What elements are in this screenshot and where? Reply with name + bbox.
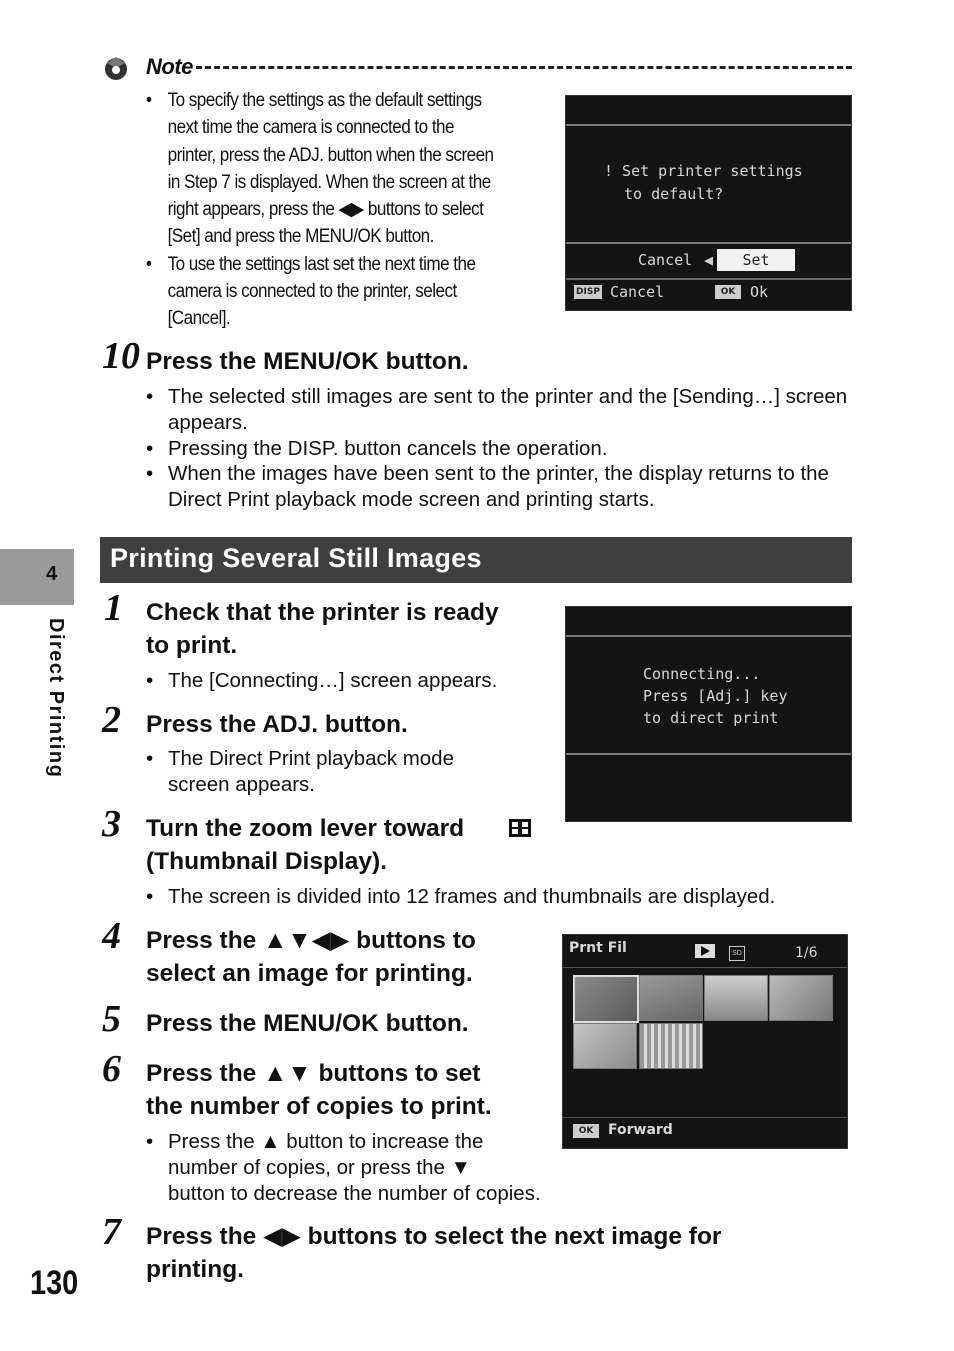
list-item (146, 884, 775, 910)
screen-divider (566, 753, 851, 755)
title-text: buttons to select the next image for (307, 1223, 722, 1250)
list-item (146, 668, 497, 694)
screen-divider (563, 967, 847, 968)
chapter-label: Direct Printing (45, 618, 67, 779)
list-item (146, 384, 856, 436)
screen-divider (563, 1117, 847, 1118)
bullet-text: The [Connecting…] screen appears. (168, 669, 498, 692)
note-line: camera is connected to the printer, select (167, 281, 457, 303)
note-line: next time the camera is connected to the (167, 117, 454, 139)
screen-divider (566, 124, 851, 126)
step-title-line2: the number of copies to print. (146, 1093, 492, 1120)
screen-text-line2: Press [Adj.] key (643, 687, 788, 705)
bullet-text: number of copies, or press the ▼ (168, 1155, 471, 1179)
step-number: 1 (104, 587, 123, 629)
bullet-mark: • (146, 885, 154, 908)
camera-screen-thumbnails (562, 934, 848, 1149)
screen-text-line2: to default? (624, 185, 724, 203)
step-title-line2: printing. (146, 1256, 244, 1283)
step-title-line2: to print. (146, 632, 238, 659)
screen-divider (566, 242, 851, 244)
screen-disp-label: Cancel (610, 283, 665, 301)
left-arrow-icon: ◀ (704, 251, 714, 269)
note-bullet-2 (146, 251, 542, 333)
step10-bullets (146, 384, 856, 513)
playback-icon (695, 944, 715, 958)
list-item (146, 436, 856, 462)
step-title: Press the MENU/OK button. (146, 1010, 469, 1037)
step-title: Press the ADJ. button. (146, 711, 408, 738)
note-line: To specify the settings as the default settings (167, 90, 482, 111)
bullet-text: When the images have been sent to the printer, the display returns to the Direct Print playback mode screen and printing starts. (168, 462, 829, 512)
bullet-text: The selected still images are sent to the printer and the [Sending…] screen appears. (168, 385, 848, 434)
thumbnail (769, 975, 833, 1021)
chapter-number: 4 (46, 563, 58, 585)
bullet-mark: • (146, 90, 152, 111)
step-title-line1: Turn the zoom lever toward (146, 815, 465, 842)
bullet-mark: • (146, 1130, 154, 1153)
thumbnail (639, 975, 703, 1021)
note-bullet-1 (146, 87, 542, 251)
step-title-line1 (146, 1057, 480, 1090)
screen-title: Prnt Fil (569, 940, 627, 956)
title-text: buttons to (356, 927, 476, 954)
step-title-line1: Check that the printer is ready (146, 599, 499, 626)
arrow-buttons-icon: ▲▼◀▶ (263, 927, 350, 954)
screen-text-line1: ! Set printer settings (604, 162, 803, 180)
bullet-mark: • (146, 253, 152, 275)
step-title: Press the MENU/OK button. (146, 348, 469, 375)
screen-text-line1: Connecting... (643, 665, 761, 683)
page-number: 130 (30, 1264, 79, 1302)
screen-divider (566, 635, 851, 637)
ok-button-icon: OK (715, 285, 741, 299)
step-number: 5 (102, 998, 121, 1040)
note-line: printer, press the ADJ. button when the screen (167, 144, 494, 166)
list-item (146, 746, 454, 798)
chapter-tab (0, 549, 74, 605)
note-line: right appears, press the ◀▶ buttons to select (167, 199, 484, 221)
title-text: Press the (146, 1060, 257, 1087)
note-icon (102, 54, 130, 82)
sd-card-icon: SD (729, 946, 745, 961)
note-line: [Cancel]. (167, 308, 231, 330)
list-item (146, 1129, 541, 1206)
bullet-text: button to decrease the number of copies. (168, 1181, 541, 1205)
bullet-text: The Direct Print playback mode (168, 747, 454, 770)
title-text: buttons to set (318, 1060, 481, 1087)
step-title-line2: select an image for printing. (146, 960, 473, 987)
arrow-buttons-icon: ▲▼ (263, 1060, 312, 1087)
screen-ok-label: Ok (750, 283, 769, 301)
bullet-text: Press the ▲ button to increase the (168, 1130, 484, 1153)
bullet-mark: • (146, 385, 154, 408)
disp-button-icon: DISP (574, 285, 602, 299)
camera-screen-connecting (565, 606, 852, 822)
title-text: Press the (146, 1223, 257, 1250)
screen-cancel-option: Cancel (638, 251, 693, 269)
step-number: 10 (102, 335, 140, 377)
title-text: Press the (146, 927, 257, 954)
bullet-text: screen appears. (168, 772, 316, 796)
note-bullets (146, 87, 542, 333)
step-title-line2: (Thumbnail Display). (146, 848, 387, 875)
screen-set-option: Set (717, 249, 795, 271)
bullet-mark: • (146, 669, 154, 692)
thumbnail-selected (573, 975, 639, 1023)
step-number: 7 (102, 1211, 121, 1253)
step-number: 6 (102, 1048, 121, 1090)
note-line: [Set] and press the MENU/OK button. (167, 226, 434, 248)
note-title: Note (146, 54, 193, 79)
list-item (146, 461, 856, 513)
thumbnail (639, 1023, 703, 1069)
image-counter: 1/6 (795, 945, 818, 961)
bullet-mark: • (146, 436, 154, 460)
note-divider (196, 66, 852, 69)
screen-divider (566, 278, 851, 280)
bullet-mark: • (146, 462, 154, 486)
ok-button-icon: OK (573, 1124, 599, 1138)
step-title-line1 (146, 1220, 721, 1253)
note-line: To use the settings last set the next time the (167, 253, 476, 275)
arrow-buttons-icon: ◀▶ (263, 1223, 301, 1250)
step-number: 3 (102, 803, 121, 845)
bullet-mark: • (146, 747, 154, 770)
note-line: in Step 7 is displayed. When the screen at the (167, 171, 491, 193)
section-title: Printing Several Still Images (110, 543, 482, 573)
screen-text-line3: to direct print (643, 709, 779, 727)
thumbnail (573, 1023, 637, 1069)
thumbnail-display-icon (508, 818, 532, 838)
forward-label: Forward (608, 1122, 673, 1138)
step-number: 2 (102, 699, 121, 741)
step-number: 4 (102, 915, 121, 957)
camera-screen-set-default (565, 95, 852, 311)
bullet-text: The screen is divided into 12 frames and thumbnails are displayed. (168, 885, 776, 908)
bullet-text: Pressing the DISP. button cancels the operation. (168, 436, 608, 460)
thumbnail (704, 975, 768, 1021)
step-title-line1 (146, 924, 476, 957)
